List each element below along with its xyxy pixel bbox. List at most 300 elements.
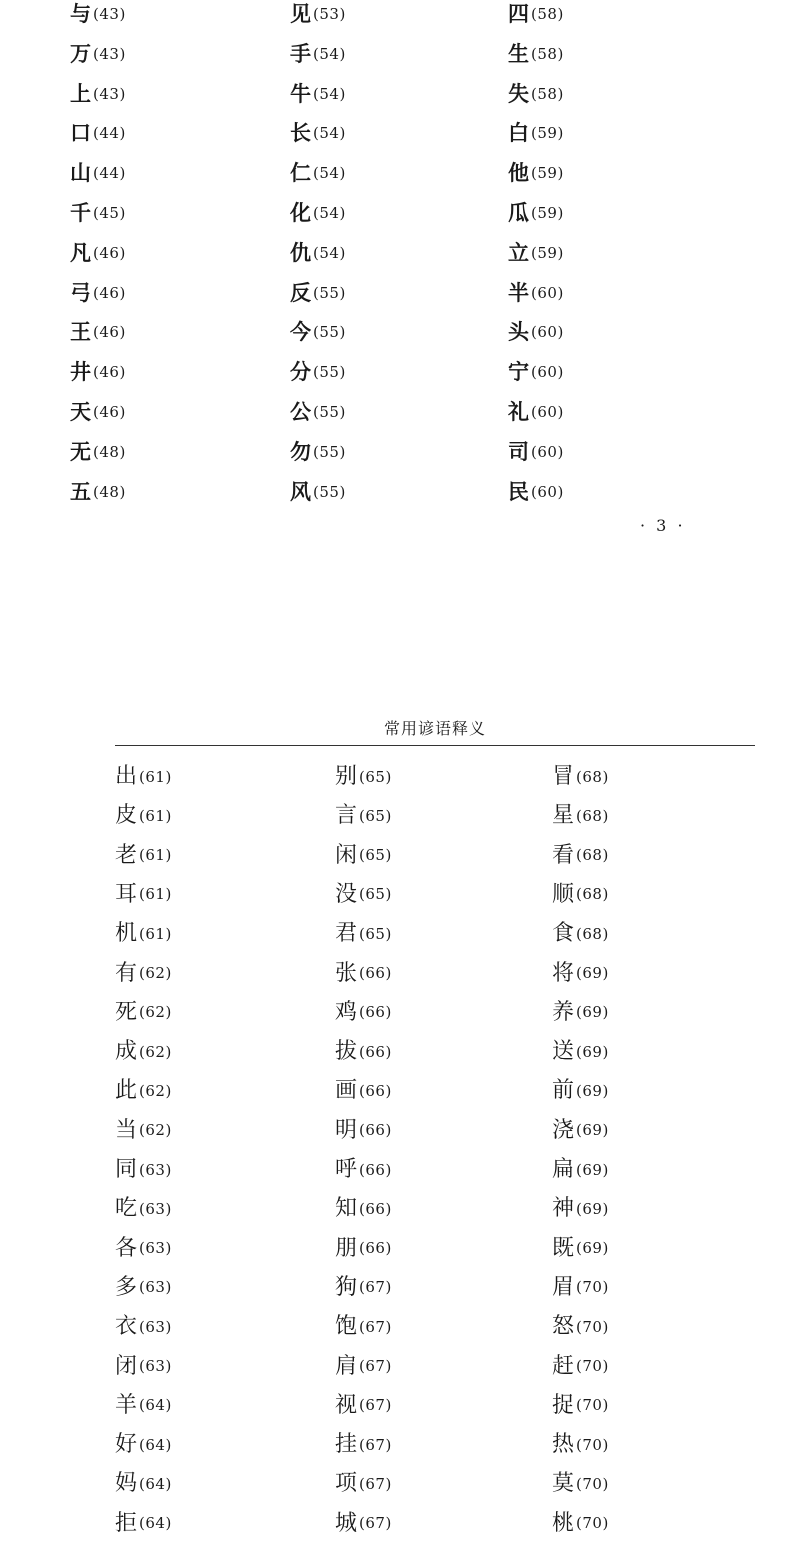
index-entry — [115, 923, 172, 945]
entry-page-ref: (67) — [359, 1278, 392, 1297]
entry-character: 莫 — [552, 1471, 575, 1497]
entry-character: 明 — [335, 1117, 358, 1143]
entry-page-ref: (54) — [313, 44, 346, 63]
entry-page-ref: (43) — [93, 44, 126, 63]
index-entry — [115, 1473, 172, 1495]
entry-page-ref: (58) — [531, 44, 564, 63]
index-entry — [115, 1353, 172, 1379]
index-entry — [508, 163, 564, 184]
entry-page-ref: (64) — [139, 1435, 172, 1454]
index-entry — [335, 1510, 392, 1536]
index-entry — [508, 362, 564, 383]
entry-page-ref: (64) — [139, 1396, 172, 1415]
index-entry — [115, 1198, 172, 1220]
entry-page-ref: (66) — [359, 1239, 392, 1258]
index-entry — [115, 1041, 172, 1063]
index-entry — [552, 999, 609, 1025]
entry-page-ref: (63) — [139, 1160, 172, 1179]
index-entry — [70, 163, 126, 184]
index-entry — [552, 1235, 609, 1261]
index-entry — [508, 41, 564, 66]
entry-page-ref: (61) — [139, 806, 172, 825]
entry-character: 牛 — [290, 81, 311, 106]
index-entry — [70, 479, 126, 504]
index-entry — [115, 960, 172, 986]
index-entry — [115, 1510, 172, 1536]
index-entry — [552, 842, 609, 868]
index-entry — [290, 362, 346, 383]
entry-character: 城 — [335, 1510, 358, 1536]
entry-character: 挂 — [335, 1432, 358, 1458]
entry-page-ref: (65) — [359, 767, 392, 786]
entry-page-ref: (54) — [313, 124, 346, 143]
index-entry — [508, 203, 564, 224]
index-entry — [552, 881, 609, 907]
index-entry — [508, 479, 564, 504]
entry-page-ref: (69) — [576, 1199, 609, 1218]
entry-character: 见 — [290, 2, 311, 26]
entry-character: 与 — [70, 2, 91, 26]
entry-page-ref: (54) — [313, 243, 346, 262]
index-entry — [290, 81, 346, 106]
entry-character: 桃 — [552, 1510, 575, 1536]
index-entry — [290, 439, 346, 464]
entry-page-ref: (67) — [359, 1396, 392, 1415]
entry-character: 言 — [335, 803, 358, 829]
entry-page-ref: (60) — [531, 482, 564, 501]
index-entry — [115, 1117, 172, 1143]
entry-page-ref: (55) — [313, 363, 346, 382]
entry-page-ref: (66) — [359, 1042, 392, 1061]
entry-character: 捉 — [552, 1392, 575, 1418]
entry-character: 万 — [70, 41, 91, 66]
index-entry — [290, 123, 346, 144]
index-entry — [508, 81, 564, 106]
entry-page-ref: (62) — [139, 1042, 172, 1061]
index-entry — [335, 1117, 392, 1143]
entry-page-ref: (61) — [139, 846, 172, 865]
entry-character: 好 — [115, 1432, 138, 1458]
entry-page-ref: (70) — [576, 1396, 609, 1415]
entry-character: 怒 — [552, 1314, 575, 1340]
entry-character: 死 — [115, 999, 138, 1025]
entry-character: 知 — [335, 1196, 358, 1222]
entry-character: 热 — [552, 1432, 575, 1458]
entry-page-ref: (60) — [531, 363, 564, 382]
entry-character: 井 — [70, 360, 91, 385]
index-entry — [115, 881, 172, 907]
entry-character: 民 — [508, 479, 529, 504]
entry-character: 同 — [115, 1157, 138, 1182]
entry-page-ref: (61) — [139, 924, 172, 943]
index-entry — [290, 4, 346, 25]
entry-character: 浇 — [552, 1117, 575, 1143]
entry-character: 张 — [335, 960, 358, 986]
entry-character: 风 — [290, 479, 311, 504]
entry-page-ref: (46) — [93, 243, 126, 262]
entry-page-ref: (62) — [139, 1081, 172, 1100]
index-entry — [115, 1080, 172, 1102]
entry-character: 瓜 — [508, 201, 529, 225]
index-entry — [290, 240, 346, 265]
entry-page-ref: (63) — [139, 1317, 172, 1336]
index-entry — [115, 1316, 172, 1338]
entry-character: 衣 — [115, 1314, 138, 1340]
entry-character: 羊 — [115, 1392, 138, 1418]
entry-page-ref: (67) — [359, 1435, 392, 1454]
entry-character: 将 — [552, 960, 575, 986]
index-entry — [552, 1159, 609, 1181]
entry-character: 他 — [508, 161, 529, 186]
entry-character: 饱 — [335, 1314, 358, 1340]
entry-page-ref: (67) — [359, 1514, 392, 1533]
entry-page-ref: (58) — [531, 5, 564, 23]
index-entry — [70, 280, 126, 305]
entry-page-ref: (58) — [531, 84, 564, 103]
entry-character: 口 — [70, 121, 91, 146]
entry-page-ref: (60) — [531, 403, 564, 421]
entry-character: 司 — [508, 439, 529, 464]
index-entry — [115, 766, 172, 788]
entry-page-ref: (46) — [93, 403, 126, 421]
entry-page-ref: (59) — [531, 164, 564, 183]
entry-character: 上 — [70, 81, 91, 106]
index-entry — [115, 805, 172, 827]
running-head: 常用谚语释义 — [383, 719, 486, 738]
entry-page-ref: (66) — [359, 1160, 392, 1179]
index-entry — [70, 402, 126, 423]
entry-page-ref: (65) — [359, 924, 392, 943]
entry-character: 立 — [508, 240, 529, 265]
index-entry — [335, 1392, 392, 1418]
entry-character: 妈 — [115, 1471, 138, 1497]
entry-character: 仁 — [290, 161, 311, 186]
entry-page-ref: (55) — [313, 482, 346, 501]
index-entry — [290, 203, 346, 224]
entry-character: 头 — [508, 320, 529, 345]
index-entry — [290, 402, 346, 423]
index-entry — [115, 842, 172, 868]
index-entry — [552, 1080, 609, 1102]
entry-character: 赶 — [552, 1353, 575, 1379]
index-entry — [70, 362, 126, 383]
entry-page-ref: (54) — [313, 164, 346, 183]
entry-character: 生 — [508, 41, 529, 66]
entry-character: 拒 — [115, 1510, 138, 1536]
entry-character: 弓 — [70, 280, 91, 305]
entry-character: 闭 — [115, 1353, 138, 1379]
entry-page-ref: (67) — [359, 1317, 392, 1336]
entry-page-ref: (69) — [576, 1121, 609, 1140]
entry-character: 机 — [115, 921, 138, 947]
entry-page-ref: (64) — [139, 1474, 172, 1493]
index-entry — [552, 1473, 609, 1495]
entry-page-ref: (63) — [139, 1278, 172, 1297]
entry-page-ref: (70) — [576, 1474, 609, 1493]
entry-page-ref: (53) — [313, 5, 346, 23]
entry-page-ref: (69) — [576, 1160, 609, 1179]
entry-page-ref: (60) — [531, 283, 564, 302]
entry-page-ref: (55) — [313, 323, 346, 342]
entry-page-ref: (59) — [531, 204, 564, 222]
entry-character: 冒 — [552, 764, 575, 789]
index-entry — [70, 123, 126, 144]
entry-page-ref: (43) — [93, 84, 126, 103]
entry-page-ref: (66) — [359, 1081, 392, 1100]
index-entry — [70, 322, 126, 343]
entry-page-ref: (69) — [576, 1239, 609, 1258]
index-entry — [552, 1041, 609, 1063]
entry-character: 吃 — [115, 1196, 138, 1222]
entry-character: 视 — [335, 1392, 358, 1418]
entry-character: 拔 — [335, 1039, 358, 1065]
entry-page-ref: (65) — [359, 846, 392, 865]
entry-character: 闲 — [335, 842, 358, 868]
entry-character: 有 — [115, 960, 138, 986]
entry-character: 出 — [115, 764, 138, 789]
entry-page-ref: (62) — [139, 1121, 172, 1140]
entry-character: 食 — [552, 921, 575, 947]
index-entry — [335, 1274, 392, 1300]
entry-character: 多 — [115, 1274, 138, 1300]
entry-page-ref: (66) — [359, 1003, 392, 1022]
entry-character: 礼 — [508, 400, 529, 424]
entry-character: 白 — [508, 121, 529, 146]
entry-page-ref: (55) — [313, 283, 346, 302]
entry-character: 耳 — [115, 881, 138, 907]
entry-character: 各 — [115, 1235, 138, 1261]
entry-page-ref: (68) — [576, 806, 609, 825]
index-entry — [115, 1159, 172, 1181]
entry-page-ref: (63) — [139, 1357, 172, 1375]
entry-page-ref: (68) — [576, 846, 609, 865]
entry-character: 朋 — [335, 1235, 358, 1261]
index-entry — [115, 1434, 172, 1456]
index-entry — [552, 1510, 609, 1536]
index-entry — [335, 1235, 392, 1261]
index-entry — [335, 1353, 392, 1379]
entry-character: 此 — [115, 1078, 138, 1104]
entry-character: 肩 — [335, 1353, 358, 1379]
entry-page-ref: (65) — [359, 885, 392, 904]
index-entry — [552, 1274, 609, 1300]
entry-page-ref: (46) — [93, 323, 126, 342]
entry-character: 狗 — [335, 1274, 358, 1300]
index-entry — [335, 999, 392, 1025]
entry-page-ref: (62) — [139, 1003, 172, 1022]
entry-page-ref: (48) — [93, 442, 126, 461]
entry-page-ref: (61) — [139, 885, 172, 904]
entry-character: 手 — [290, 41, 311, 66]
entry-character: 皮 — [115, 803, 138, 829]
index-entry — [508, 240, 564, 265]
entry-page-ref: (45) — [93, 204, 126, 222]
index-entry — [335, 960, 392, 986]
entry-character: 无 — [70, 439, 91, 464]
entry-character: 成 — [115, 1039, 138, 1065]
entry-page-ref: (61) — [139, 767, 172, 786]
entry-page-ref: (65) — [359, 806, 392, 825]
entry-page-ref: (70) — [576, 1435, 609, 1454]
index-entry — [115, 1392, 172, 1418]
entry-character: 长 — [290, 121, 311, 146]
index-entry — [335, 1316, 392, 1338]
entry-page-ref: (62) — [139, 964, 172, 982]
index-entry — [70, 41, 126, 66]
index-entry — [335, 1041, 392, 1063]
entry-character: 分 — [290, 360, 311, 385]
entry-page-ref: (70) — [576, 1514, 609, 1533]
entry-character: 凡 — [70, 240, 91, 265]
index-entry — [335, 842, 392, 868]
index-entry — [115, 999, 172, 1025]
entry-page-ref: (43) — [93, 5, 126, 23]
entry-page-ref: (68) — [576, 885, 609, 904]
entry-character: 反 — [290, 280, 311, 305]
entry-character: 呼 — [335, 1157, 358, 1182]
index-entry — [335, 881, 392, 907]
entry-page-ref: (66) — [359, 964, 392, 982]
index-entry — [70, 4, 126, 25]
index-entry — [70, 439, 126, 464]
entry-character: 山 — [70, 161, 91, 186]
entry-character: 星 — [552, 803, 575, 829]
entry-character: 仇 — [290, 240, 311, 265]
entry-page-ref: (44) — [93, 124, 126, 143]
entry-page-ref: (59) — [531, 124, 564, 143]
entry-page-ref: (70) — [576, 1278, 609, 1297]
index-entry — [290, 163, 346, 184]
entry-character: 看 — [552, 842, 575, 868]
index-entry — [552, 960, 609, 986]
entry-character: 五 — [70, 479, 91, 504]
index-entry — [335, 923, 392, 945]
entry-character: 神 — [552, 1196, 575, 1222]
entry-page-ref: (63) — [139, 1199, 172, 1218]
entry-character: 送 — [552, 1039, 575, 1065]
index-entry — [335, 805, 392, 827]
index-entry — [552, 1316, 609, 1338]
entry-page-ref: (69) — [576, 1003, 609, 1022]
index-entry — [335, 766, 392, 788]
entry-page-ref: (64) — [139, 1514, 172, 1533]
entry-character: 千 — [70, 201, 91, 225]
entry-character: 项 — [335, 1471, 358, 1497]
index-entry — [508, 280, 564, 305]
index-page-bottom — [0, 690, 800, 1546]
entry-character: 宁 — [508, 360, 529, 385]
entry-character: 当 — [115, 1117, 138, 1143]
index-entry — [335, 1434, 392, 1456]
header-rule — [115, 745, 755, 746]
index-entry — [70, 203, 126, 224]
entry-page-ref: (66) — [359, 1199, 392, 1218]
entry-page-ref: (46) — [93, 283, 126, 302]
index-entry — [70, 81, 126, 106]
index-entry — [552, 766, 609, 788]
entry-character: 既 — [552, 1235, 575, 1261]
entry-page-ref: (55) — [313, 442, 346, 461]
index-entry — [552, 923, 609, 945]
page-number: · 3 · — [640, 516, 686, 535]
entry-character: 四 — [508, 2, 529, 26]
entry-character: 王 — [70, 320, 91, 345]
entry-page-ref: (46) — [93, 363, 126, 382]
entry-page-ref: (55) — [313, 403, 346, 421]
index-entry — [290, 322, 346, 343]
index-entry — [508, 322, 564, 343]
entry-page-ref: (67) — [359, 1474, 392, 1493]
entry-character: 天 — [70, 400, 91, 424]
index-entry — [552, 1198, 609, 1220]
entry-page-ref: (70) — [576, 1357, 609, 1375]
entry-page-ref: (69) — [576, 1042, 609, 1061]
index-entry — [552, 1353, 609, 1379]
index-entry — [508, 123, 564, 144]
index-entry — [70, 240, 126, 265]
entry-character: 鸡 — [335, 999, 358, 1025]
index-entry — [508, 439, 564, 464]
entry-page-ref: (54) — [313, 84, 346, 103]
entry-character: 半 — [508, 280, 529, 305]
index-entry — [115, 1274, 172, 1300]
entry-character: 老 — [115, 842, 138, 868]
entry-page-ref: (67) — [359, 1357, 392, 1375]
entry-page-ref: (69) — [576, 964, 609, 982]
index-entry — [115, 1235, 172, 1261]
entry-character: 养 — [552, 999, 575, 1025]
index-page-top — [0, 0, 800, 560]
index-entry — [335, 1198, 392, 1220]
index-entry — [290, 479, 346, 504]
entry-character: 眉 — [552, 1274, 575, 1300]
entry-character: 扁 — [552, 1157, 575, 1182]
index-entry — [290, 280, 346, 305]
entry-character: 君 — [335, 921, 358, 947]
index-entry — [552, 1117, 609, 1143]
entry-page-ref: (44) — [93, 164, 126, 183]
index-entry — [290, 41, 346, 66]
index-entry — [508, 4, 564, 25]
entry-character: 没 — [335, 881, 358, 907]
entry-page-ref: (60) — [531, 442, 564, 461]
entry-character: 前 — [552, 1078, 575, 1104]
index-entry — [552, 1434, 609, 1456]
index-entry — [335, 1473, 392, 1495]
index-entry — [508, 402, 564, 423]
entry-page-ref: (48) — [93, 482, 126, 501]
entry-page-ref: (68) — [576, 924, 609, 943]
entry-character: 公 — [290, 400, 311, 424]
entry-page-ref: (63) — [139, 1239, 172, 1258]
index-entry — [552, 805, 609, 827]
entry-page-ref: (66) — [359, 1121, 392, 1140]
entry-character: 今 — [290, 320, 311, 345]
entry-character: 失 — [508, 81, 529, 106]
entry-character: 画 — [335, 1078, 358, 1104]
entry-page-ref: (60) — [531, 323, 564, 342]
entry-page-ref: (70) — [576, 1317, 609, 1336]
entry-character: 勿 — [290, 439, 311, 464]
entry-character: 顺 — [552, 881, 575, 907]
index-entry — [335, 1080, 392, 1102]
index-entry — [335, 1159, 392, 1181]
index-entry — [552, 1392, 609, 1418]
entry-character: 化 — [290, 201, 311, 225]
entry-page-ref: (54) — [313, 204, 346, 222]
entry-character: 别 — [335, 764, 358, 789]
entry-page-ref: (68) — [576, 767, 609, 786]
